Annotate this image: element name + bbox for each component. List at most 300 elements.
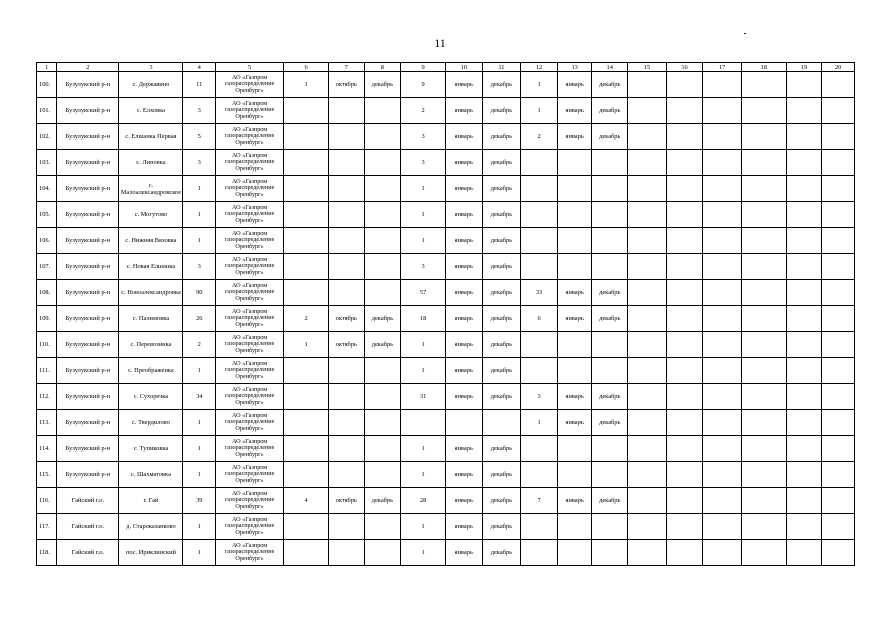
table-cell: с. Могутово [119,202,183,228]
table-cell: январь [557,306,592,332]
table-cell [328,98,364,124]
table-cell [364,98,401,124]
table-cell: 103. [37,150,57,176]
table-row [37,306,855,332]
table-cell: Бузулукский р-н [57,306,119,332]
table-cell [703,124,742,150]
table-cell [284,462,329,488]
table-cell [786,514,822,540]
table-cell [786,254,822,280]
table-cell [786,72,822,98]
column-number-6: 6 [284,63,329,72]
table-cell [328,254,364,280]
table-cell: 1 [183,176,216,202]
table-cell [786,488,822,514]
table-row [37,358,855,384]
table-cell: 1 [401,228,446,254]
table-cell: АО «Газпром газораспределение Оренбург» [216,306,284,332]
table-cell [284,202,329,228]
table-cell [592,202,628,228]
table-cell: декабрь [592,384,628,410]
table-cell [741,514,786,540]
scan-speck [744,33,746,34]
table-cell [786,176,822,202]
table-cell [703,72,742,98]
table-cell: декабрь [482,436,521,462]
table-cell: с. Елшанка Первая [119,124,183,150]
table-row [37,124,855,150]
table-cell [284,254,329,280]
table-cell: январь [557,410,592,436]
table-cell [666,436,703,462]
column-number-20: 20 [822,63,855,72]
table-cell: январь [557,72,592,98]
table-body [37,63,855,566]
table-cell: декабрь [482,202,521,228]
table-cell [628,306,667,332]
table-row [37,228,855,254]
table-cell [628,228,667,254]
table-row [37,72,855,98]
column-number-9: 9 [401,63,446,72]
table-cell [284,150,329,176]
table-cell: декабрь [482,332,521,358]
table-cell: январь [557,488,592,514]
table-cell [822,514,855,540]
table-cell: 115. [37,462,57,488]
table-cell [786,384,822,410]
header-row [37,63,855,72]
table-cell [786,280,822,306]
table-cell [557,254,592,280]
table-cell: 39 [183,488,216,514]
column-number-2: 2 [57,63,119,72]
table-row [37,280,855,306]
table-cell [786,332,822,358]
table-cell [557,540,592,566]
table-cell [364,228,401,254]
table-cell [786,358,822,384]
table-cell: январь [445,358,482,384]
table-cell [557,358,592,384]
table-cell [786,410,822,436]
table-cell: Бузулукский р-н [57,176,119,202]
table-cell [822,410,855,436]
table-cell: АО «Газпром газораспределение Оренбург» [216,462,284,488]
table-cell [592,228,628,254]
table-cell: 1 [183,228,216,254]
table-cell: январь [557,384,592,410]
table-cell [557,228,592,254]
table-cell [328,124,364,150]
table-cell [628,462,667,488]
table-cell: АО «Газпром газораспределение Оренбург» [216,98,284,124]
table-cell [822,150,855,176]
table-cell [521,332,558,358]
table-cell [822,358,855,384]
table-cell: с. Новая Елшанка [119,254,183,280]
table-cell: с. Нижняя Вязовка [119,228,183,254]
table-cell [628,488,667,514]
table-cell [521,358,558,384]
table-cell: Бузулукский р-н [57,280,119,306]
table-cell [284,280,329,306]
table-cell: 26 [183,306,216,332]
table-cell: декабрь [482,124,521,150]
table-cell: 1 [521,410,558,436]
table-cell [328,540,364,566]
table-cell: 1 [183,202,216,228]
table-cell: декабрь [482,384,521,410]
table-cell: 3 [401,254,446,280]
table-cell: январь [445,176,482,202]
table-cell: декабрь [482,488,521,514]
table-cell: АО «Газпром газораспределение Оренбург» [216,358,284,384]
table-cell: январь [445,332,482,358]
table-cell: декабрь [482,150,521,176]
table-cell: январь [445,384,482,410]
table-cell: октябрь [328,332,364,358]
table-cell [822,332,855,358]
table-cell: 3 [183,98,216,124]
table-cell [521,254,558,280]
table-cell [703,254,742,280]
table-cell: 1 [401,358,446,384]
table-cell [482,410,521,436]
table-cell [741,150,786,176]
table-cell [592,332,628,358]
table-cell [284,98,329,124]
table-cell [521,202,558,228]
table-cell [284,540,329,566]
table-cell [557,150,592,176]
table-cell [822,462,855,488]
table-cell [628,98,667,124]
column-number-4: 4 [183,63,216,72]
table-cell: 117. [37,514,57,540]
table-row [37,462,855,488]
table-cell: АО «Газпром газораспределение Оренбург» [216,228,284,254]
table-cell [822,306,855,332]
table-cell: 11 [183,72,216,98]
table-cell [703,228,742,254]
table-cell [666,124,703,150]
table-cell [822,202,855,228]
table-cell [364,462,401,488]
table-cell: 1 [284,332,329,358]
table-cell: 101. [37,98,57,124]
table-cell: АО «Газпром газораспределение Оренбург» [216,202,284,228]
table-cell [364,436,401,462]
table-cell: с. Перевозинка [119,332,183,358]
table-cell [703,202,742,228]
table-cell: пос. Ириклинский [119,540,183,566]
table-cell [741,488,786,514]
table-cell: декабрь [364,72,401,98]
table-cell: 3 [401,150,446,176]
table-cell: д. Староказанково [119,514,183,540]
table-cell: декабрь [482,462,521,488]
table-cell [822,384,855,410]
table-cell [364,358,401,384]
table-cell [822,488,855,514]
table-cell [741,540,786,566]
table-cell: декабрь [592,98,628,124]
table-cell: АО «Газпром газораспределение Оренбург» [216,176,284,202]
table-cell [741,280,786,306]
table-cell: АО «Газпром газораспределение Оренбург» [216,280,284,306]
table-cell [703,410,742,436]
table-cell: октябрь [328,72,364,98]
table-cell [822,124,855,150]
table-cell [666,410,703,436]
table-cell: АО «Газпром газораспределение Оренбург» [216,332,284,358]
column-number-7: 7 [328,63,364,72]
table-cell [364,410,401,436]
table-cell: декабрь [364,488,401,514]
table-cell: Гайский г.о. [57,488,119,514]
table-cell [628,514,667,540]
table-cell: 118. [37,540,57,566]
column-number-13: 13 [557,63,592,72]
table-cell: АО «Газпром газораспределение Оренбург» [216,72,284,98]
table-cell [401,410,446,436]
table-cell: 1 [401,514,446,540]
table-cell: Бузулукский р-н [57,410,119,436]
table-cell [592,540,628,566]
table-cell [741,228,786,254]
table-cell: с. Шахматовка [119,462,183,488]
table-cell [666,332,703,358]
table-cell [592,358,628,384]
table-cell: с. Новоалександровка [119,280,183,306]
table-cell: 116. [37,488,57,514]
table-cell [786,306,822,332]
table-cell: декабрь [482,540,521,566]
table-cell [364,540,401,566]
table-cell: январь [445,254,482,280]
table-cell: с. Сухоречка [119,384,183,410]
column-number-10: 10 [445,63,482,72]
table-cell [666,462,703,488]
table-cell [628,72,667,98]
table-cell: 112. [37,384,57,410]
table-cell [364,124,401,150]
table-row [37,410,855,436]
table-cell: АО «Газпром газораспределение Оренбург» [216,254,284,280]
table-cell [628,202,667,228]
table-cell: Гайский г.о. [57,540,119,566]
table-cell: Бузулукский р-н [57,358,119,384]
table-cell: с. Елховка [119,98,183,124]
table-cell [822,176,855,202]
table-cell: декабрь [592,306,628,332]
table-cell: январь [445,462,482,488]
table-cell [328,410,364,436]
table-cell [703,98,742,124]
table-cell: январь [445,72,482,98]
table-cell [364,202,401,228]
table-cell: январь [445,280,482,306]
table-cell [741,410,786,436]
table-cell: АО «Газпром газораспределение Оренбург» [216,436,284,462]
table-cell [328,384,364,410]
column-number-3: 3 [119,63,183,72]
table-cell: 102. [37,124,57,150]
table-row [37,436,855,462]
table-cell: 4 [284,488,329,514]
table-cell [703,332,742,358]
table-cell [822,540,855,566]
table-cell: 1 [183,514,216,540]
table-cell [557,514,592,540]
table-cell: Бузулукский р-н [57,436,119,462]
table-cell: январь [445,202,482,228]
table-cell [521,150,558,176]
column-number-15: 15 [628,63,667,72]
table-cell [666,150,703,176]
table-cell: январь [445,150,482,176]
table-cell: АО «Газпром газораспределение Оренбург» [216,540,284,566]
table-cell [628,150,667,176]
table-cell [741,332,786,358]
table-cell: 1 [401,462,446,488]
table-cell [628,436,667,462]
table-cell: с. Преображенка [119,358,183,384]
table-cell: 1 [401,176,446,202]
table-cell [557,332,592,358]
table-cell [521,540,558,566]
table-cell [822,228,855,254]
table-cell: Бузулукский р-н [57,202,119,228]
table-cell [628,332,667,358]
table-cell: 109. [37,306,57,332]
table-cell [741,462,786,488]
table-cell: Бузулукский р-н [57,228,119,254]
table-cell [666,228,703,254]
table-cell: 2 [183,332,216,358]
table-cell [666,176,703,202]
table-cell: Бузулукский р-н [57,332,119,358]
table-cell: 1 [183,410,216,436]
table-cell [786,202,822,228]
table-cell [592,436,628,462]
table-cell: АО «Газпром газораспределение Оренбург» [216,410,284,436]
table-cell [557,436,592,462]
table-cell [741,124,786,150]
table-cell: декабрь [592,72,628,98]
table-cell: 5 [183,124,216,150]
table-cell: 18 [401,306,446,332]
table-cell: 90 [183,280,216,306]
column-number-12: 12 [521,63,558,72]
table-cell [284,514,329,540]
table-cell [364,514,401,540]
table-cell [521,436,558,462]
table-cell [666,254,703,280]
table-row [37,384,855,410]
table-cell [786,150,822,176]
table-cell: Бузулукский р-н [57,462,119,488]
table-cell: 3 [521,384,558,410]
table-cell: 104. [37,176,57,202]
table-row [37,98,855,124]
table-cell: декабрь [482,306,521,332]
table-cell [328,436,364,462]
table-cell [703,306,742,332]
table-cell [741,202,786,228]
table-cell [786,228,822,254]
table-cell: 1 [401,332,446,358]
table-cell [703,436,742,462]
table-cell: январь [445,98,482,124]
table-cell: с. Тупиковка [119,436,183,462]
table-cell: декабрь [482,280,521,306]
table-cell [284,410,329,436]
table-cell: декабрь [482,72,521,98]
table-cell: 3 [401,124,446,150]
table-cell: АО «Газпром газораспределение Оренбург» [216,488,284,514]
table-row [37,332,855,358]
table-cell: октябрь [328,306,364,332]
table-cell [741,72,786,98]
table-cell [628,280,667,306]
table-cell: январь [557,98,592,124]
table-cell: декабрь [482,514,521,540]
column-number-16: 16 [666,63,703,72]
table-cell [741,358,786,384]
table-cell [592,150,628,176]
table-cell [741,176,786,202]
table-cell [557,462,592,488]
table-cell: с. Липовка [119,150,183,176]
table-cell [741,436,786,462]
table-cell: Бузулукский р-н [57,150,119,176]
page-number: 11 [434,36,446,50]
table-cell: Бузулукский р-н [57,72,119,98]
table-cell: 1 [401,202,446,228]
table-cell [284,384,329,410]
table-cell: с. Твердилово [119,410,183,436]
table-cell [822,254,855,280]
table-cell [666,280,703,306]
table-cell: декабрь [364,332,401,358]
table-cell [786,462,822,488]
table-cell [592,176,628,202]
column-number-14: 14 [592,63,628,72]
table-cell [284,358,329,384]
table-cell: с. Державино [119,72,183,98]
table-cell [786,540,822,566]
table-cell: декабрь [592,410,628,436]
table-cell [628,410,667,436]
table-cell [445,410,482,436]
table-cell [666,514,703,540]
table-cell: декабрь [482,228,521,254]
table-cell: 1 [284,72,329,98]
table-cell: 107. [37,254,57,280]
table-cell: 113. [37,410,57,436]
table-cell: декабрь [592,488,628,514]
table-cell: декабрь [482,176,521,202]
table-cell: 9 [401,72,446,98]
table-cell [284,124,329,150]
table-row [37,488,855,514]
table-cell: 111. [37,358,57,384]
table-cell: 1 [521,98,558,124]
table-cell: 1 [183,462,216,488]
table-cell [703,150,742,176]
